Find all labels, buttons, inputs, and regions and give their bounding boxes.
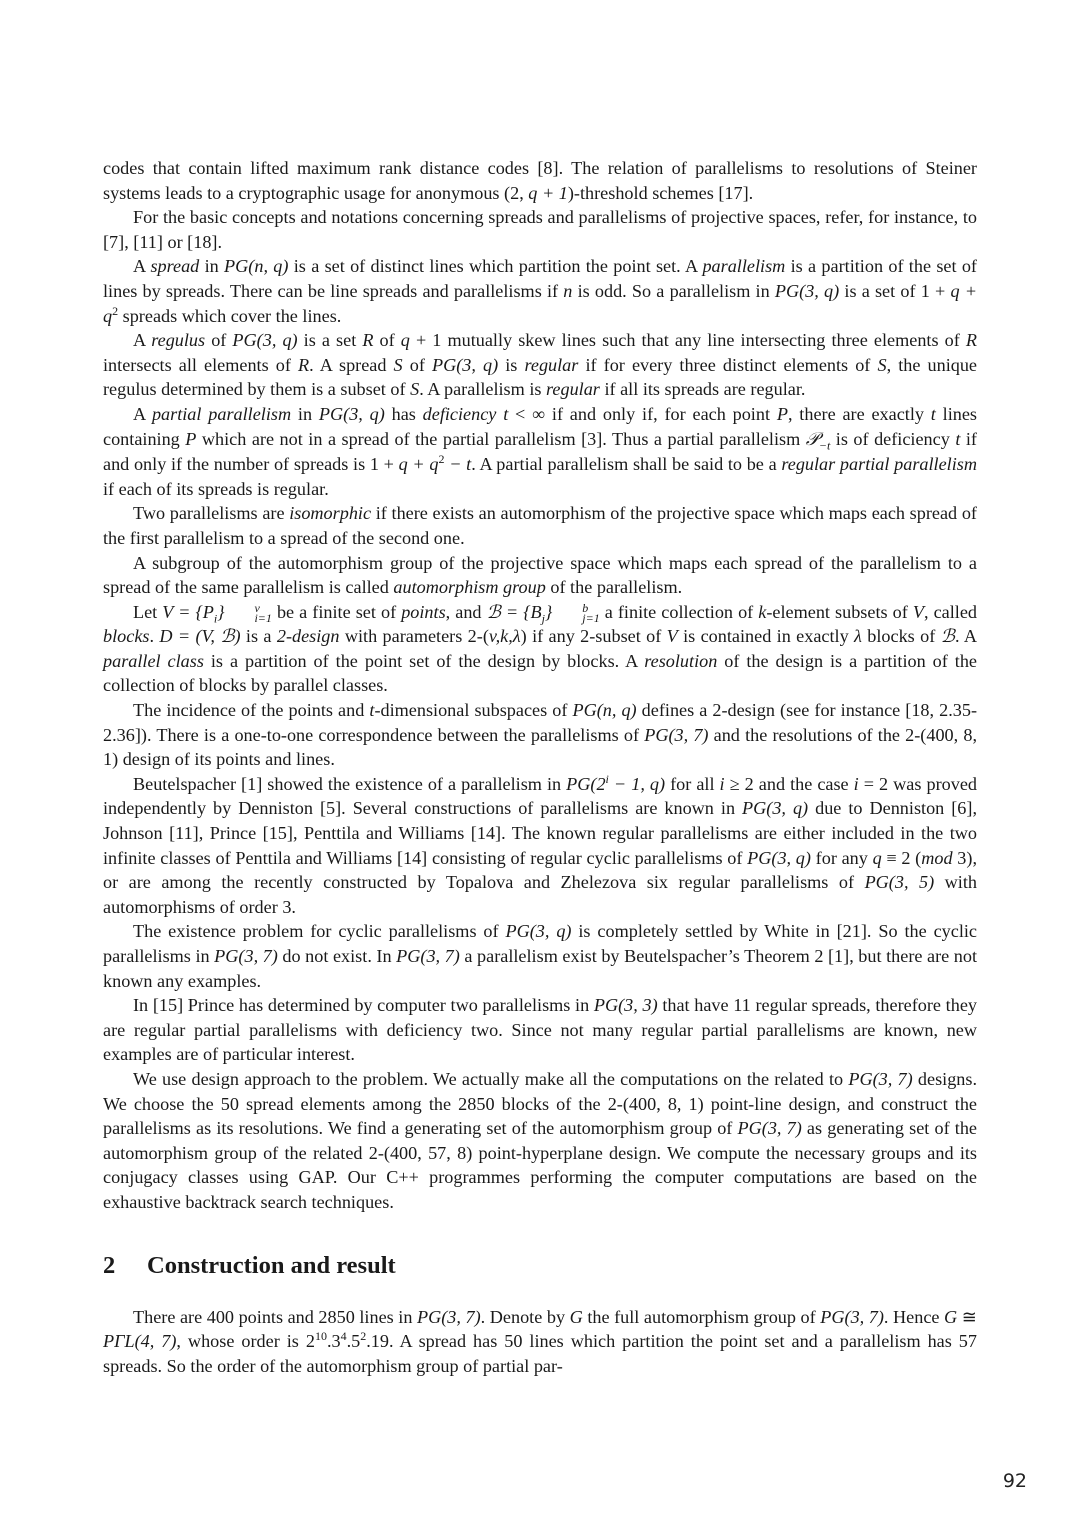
paragraph: For the basic concepts and notations concerning spreads and parallelisms of projective spaces, refer, for instance, to [7], [11] or [18].: [103, 207, 977, 252]
paragraph: A regulus of PG(3, q) is a set R of q + 1 mutually skew lines such that any line intersecting three elements of R intersects all elements of R. A spread S of PG(3, q) is regular if for every three distinct elements of S, the unique regulus determined by them is a subset of S. A parallelism is regular if all its spreads are regular.: [103, 330, 978, 400]
paragraph: In [15] Prince has determined by computer two parallelisms in PG(3, 3) that have 11 regular spreads, therefore they are regular partial parallelisms with deficiency two. Since not many regular partial parallelisms are known, new examples are of particular interest.: [103, 995, 977, 1065]
paragraph: codes that contain lifted maximum rank distance codes [8]. The relation of parallelisms to resolutions of Steiner systems leads to a cryptographic usage for anonymous (2, q + 1)-threshold schemes [17].: [103, 158, 977, 203]
paragraph: Beutelspacher [1] showed the existence of a parallelism in $PG(2^i - 1$, q) for all i ≥ 2 and the case i = 2 was proved independently by Denniston [5]. Several constructions of parallelisms are known in PG(3, q) due to Denniston [6], Johnson [11], Prince [15], Penttila and Williams [14]. The known regular parallelisms are either included in the two infinite classes of Penttila and Williams [14] consisting of regular cyclic parallelisms of PG(3, q) for any q ≡ 2 (mod 3), or are among the recently constructed by Topalova and Zhelezova six regular parallelisms of PG(3, 5) with automorphisms of order 3.: [103, 771, 978, 917]
section-title: Construction and result: [147, 1251, 396, 1279]
paragraph: The incidence of the points and t-dimensional subspaces of PG(n, q) defines a 2-design (see for instance [18, 2.35-2.36]). There is a one-to-one correspondence between the parallelisms of PG(3, 7) and the resolutions of the 2-(400, 8, 1) design of its points and lines.: [103, 700, 978, 770]
section-heading: [103, 1251, 977, 1281]
paragraph: We use design approach to the problem. We actually make all the computations on the related to PG(3, 7) designs. We choose the 50 spread elements among the 2850 blocks of the 2-(400, 8, 1) point-line design, and construct the parallelisms as its resolutions. We find a generating set of the automorphism group of PG(3, 7) as generating set of the automorphism group of the related 2-(400, 57, 8) point-hyperplane design. We compute the necessary groups and its conjugacy classes using GAP. Our C++ programmes performing the computer computations are based on the exhaustive backtrack search techniques.: [103, 1068, 978, 1212]
paragraph: A subgroup of the automorphism group of the projective space which maps each spread of the parallelism to a spread of the same parallelism is called automorphism group of the parallelism.: [103, 552, 977, 598]
paragraph: There are 400 points and 2850 lines in PG(3, 7). Denote by G the full automorphism group of PG(3, 7). Hence G ≅ PΓL(4, 7), whose order is $2^{10}.3^4.5^2.19$. A spread has 50 lines which partition the point set and a parallelism has 57 spreads. So the order of the automorphism group of partial par-: [103, 1306, 977, 1376]
paragraph: A spread in PG(n, q) is a set of distinct lines which partition the point set. A parallelism is a partition of the set of lines by spreads. There can be line spreads and parallelisms if n is odd. So a parallelism in PG(3, q) is a set of $1 + q + q^2$ spreads which cover the lines.: [103, 256, 978, 326]
section-number: 2: [103, 1251, 116, 1279]
paragraph: The existence problem for cyclic parallelisms of PG(3, q) is completely settled by White in [21]. So the cyclic parallelisms in PG(3, 7) do not exist. In PG(3, 7) a parallelism exist by Beutelspacher’s Theorem 2 [1], but there are not known any examples.: [103, 921, 978, 991]
paragraph: A partial parallelism in PG(3, q) has deficiency t < ∞ if and only if, for each point P, there are exactly t lines containing P which are not in a spread of the partial parallelism [3]. Thus a partial parallelism 𝒫$_{-t}$ is of deficiency t if and only if the number of spreads is $1 + q + q^2 - t$. A partial parallelism shall be said to be a regular partial parallelism if each of its spreads is regular.: [103, 403, 978, 499]
paragraph: Let $V = \{P_i\}$ v i=1 be a finite set of points, and ℬ = $\{B_j\}$ b j=1 a finite collection of k-element subsets of V, called blocks. D = (V, ℬ) is a 2-design with parameters 2-(v,k,λ) if any 2-subset of V is contained in exactly λ blocks of ℬ. A parallel class is a partition of the point set of the design by blocks. A resolution of the design is a partition of the collection of blocks by parallel classes.: [103, 600, 977, 696]
paragraph: Two parallelisms are isomorphic if there exists an automorphism of the projective space which maps each spread of the first parallelism to a spread of the second one.: [103, 503, 977, 548]
paper-body: [103, 156, 977, 1378]
page-number: 92: [1002, 1470, 1027, 1492]
